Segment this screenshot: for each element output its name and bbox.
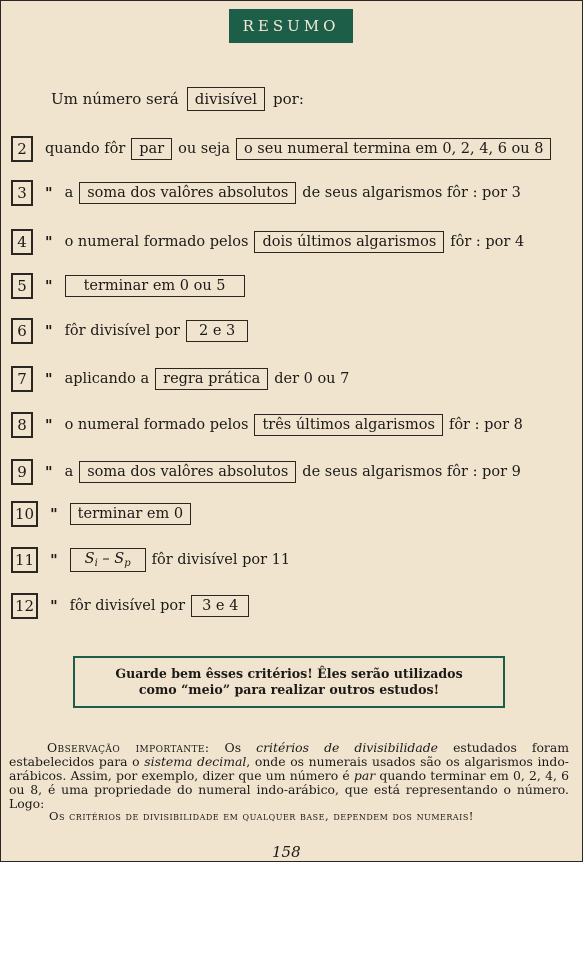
rule-text: de seus algarismos fôr : por 3 [302, 185, 521, 201]
rule-3 [11, 176, 521, 210]
ditto-mark: " [45, 233, 53, 251]
rule-6 [11, 314, 248, 348]
rule-number: 2 [11, 136, 33, 162]
rule-9 [11, 455, 521, 489]
rule-boxed-text: regra prática [155, 368, 268, 390]
banner-title: RESUMO [229, 9, 353, 43]
rule-number: 7 [11, 366, 33, 392]
ditto-mark: " [45, 416, 53, 434]
rule-boxed-text: 2 e 3 [186, 320, 248, 342]
reminder-line-2: como “meio” para realizar outros estudos! [138, 682, 440, 697]
rule-text: fôr divisível por 11 [151, 552, 291, 568]
intro-prefix: Um número será [51, 90, 179, 108]
rule-boxed-text: dois últimos algarismos [254, 231, 444, 253]
rule-7 [11, 362, 349, 396]
formula-s-odd: S [84, 551, 95, 567]
observation-label: Observação importante: [47, 740, 210, 755]
rule-text: der 0 ou 7 [274, 371, 350, 387]
reminder-line-1: Guarde bem êsses critérios! Êles serão utilizados [115, 666, 463, 681]
observation-emphasis: par [353, 768, 376, 783]
observation-emphasis: critérios de divisibilidade [256, 740, 438, 755]
observation-text: , onde os numerais usados são os algarismos indo-arábicos. Assim, por exemplo, dizer que um número é [9, 754, 569, 783]
ditto-mark: " [45, 322, 53, 340]
rule-8 [11, 408, 523, 442]
observation-text: Os [209, 740, 257, 755]
rule-boxed-text: terminar em 0 ou 5 [65, 275, 245, 297]
rule-boxed-text: 3 e 4 [191, 595, 249, 617]
rule-text: a [64, 185, 74, 201]
intro-line [51, 87, 304, 111]
reminder-box [73, 656, 505, 708]
rule-12 [11, 589, 249, 623]
observation-paragraph [9, 741, 569, 811]
rule-10 [11, 497, 191, 531]
observation-text: quando terminar em 0, 2, 4, 6 ou 8, é uma propriedade do numeral indo-arábico, que está representando o número. Logo: [9, 768, 569, 811]
rule-number: 6 [11, 318, 33, 344]
rule-text: fôr : por 4 [450, 234, 525, 250]
rule-11 [11, 543, 290, 577]
rule-number: 5 [11, 273, 33, 299]
rule-text: fôr divisível por [69, 598, 186, 614]
observation-text: estudados foram estabelecidos para o [9, 740, 569, 769]
ditto-mark: " [45, 463, 53, 481]
rule-text: quando fôr [45, 141, 126, 157]
rule-4 [11, 225, 524, 259]
rule-boxed-text: soma dos valôres absolutos [79, 182, 296, 204]
rule-number: 8 [11, 412, 33, 438]
rule-number: 11 [11, 547, 38, 573]
rule-text: fôr divisível por [64, 323, 180, 339]
final-statement: Os critérios de divisibilidade em qualquer base, dependem dos numerais! [49, 809, 474, 823]
rule-boxed-text: soma dos valôres absolutos [79, 461, 296, 483]
page-number: 158 [272, 843, 301, 861]
ditto-mark: " [50, 551, 58, 569]
ditto-mark: " [50, 505, 58, 523]
rule-text: de seus algarismos fôr : por 9 [302, 464, 521, 480]
ditto-mark: " [45, 277, 53, 295]
rule-text: aplicando a [64, 371, 150, 387]
rule-number: 4 [11, 229, 33, 255]
rule-text: a [64, 464, 74, 480]
rule-boxed-text: três últimos algarismos [254, 414, 443, 436]
rule-boxed-text: par [131, 138, 172, 160]
rule-text: fôr : por 8 [448, 417, 523, 433]
rule-text: o numeral formado pelos [64, 234, 249, 250]
rule-2 [11, 132, 551, 166]
formula-sub-odd: i [94, 558, 98, 569]
rule-text: o numeral formado pelos [64, 417, 249, 433]
formula-sub-even: p [124, 558, 131, 569]
formula-s-even: S [114, 551, 125, 567]
rule-text: ou seja [178, 141, 230, 157]
intro-suffix: por: [273, 90, 304, 108]
rule-boxed-formula [70, 548, 146, 572]
ditto-mark: " [45, 370, 53, 388]
rule-boxed-text: terminar em 0 [70, 503, 191, 525]
observation-emphasis: sistema decimal [144, 754, 247, 769]
rule-number: 10 [11, 501, 38, 527]
rule-boxed-text: o seu numeral termina em 0, 2, 4, 6 ou 8 [236, 138, 551, 160]
rule-5 [11, 269, 245, 303]
rule-number: 12 [11, 593, 38, 619]
intro-boxed-word: divisível [187, 87, 265, 111]
rule-number: 9 [11, 459, 33, 485]
ditto-mark: " [45, 184, 53, 202]
ditto-mark: " [50, 597, 58, 615]
rule-number: 3 [11, 180, 33, 206]
formula-minus: – [97, 551, 115, 567]
